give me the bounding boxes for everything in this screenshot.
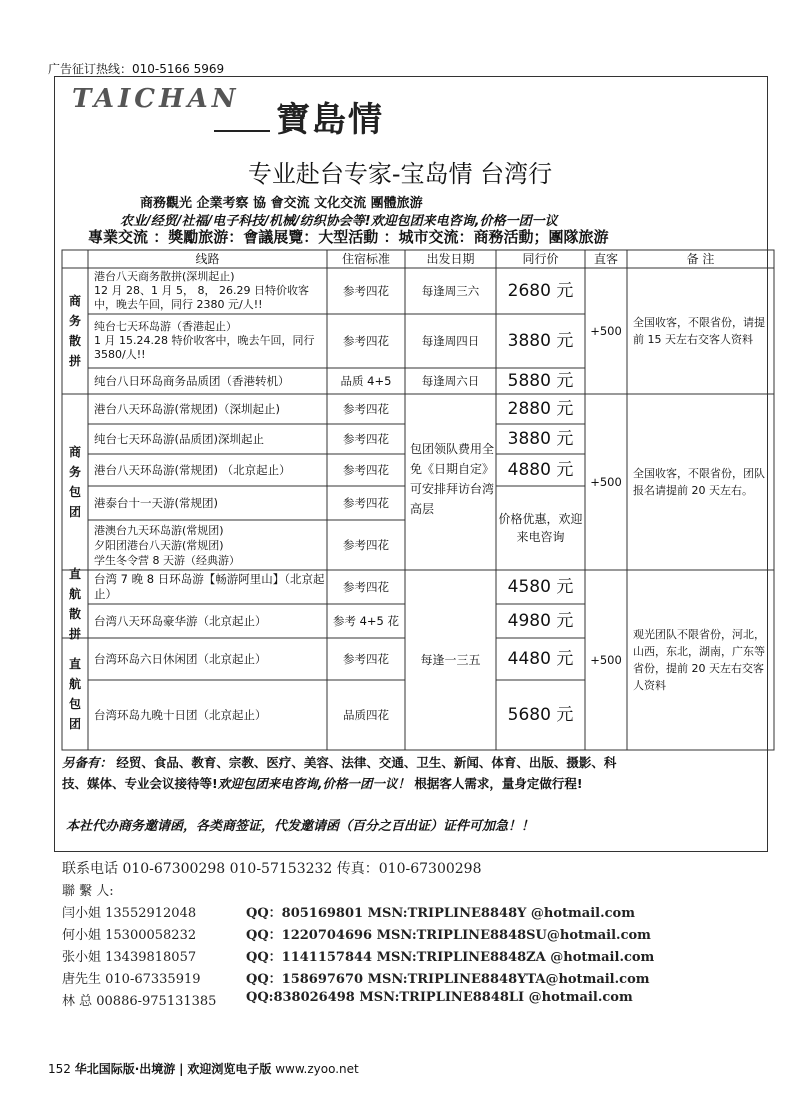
header-date: 出发日期 xyxy=(426,251,475,266)
footer-section: 华北国际版·出境游 xyxy=(74,1062,176,1076)
retail-markup: +500 xyxy=(590,652,622,667)
route-cell: 港台八天环岛游(常规团) （北京起止） xyxy=(94,462,291,477)
route-cell: 纯台七天环岛游（香港起止） 1 月 15.24.28 特价收客中，晚去午回，同行 3580/人!! xyxy=(94,320,315,361)
page-number: 152 xyxy=(48,1062,71,1076)
slogan: 专业赴台专家-宝岛情 台湾行 xyxy=(247,160,553,188)
date-cell: 每逢周六日 xyxy=(421,373,480,388)
extra-services xyxy=(62,752,762,794)
header-hotel: 住宿标准 xyxy=(341,251,390,266)
section-direct-mixed: 直航散拼 xyxy=(68,567,81,641)
phone-fax-line: 联系电话 010-67300298 010-57153232 传真：010-67300298 xyxy=(62,861,482,877)
price-cell: 4580 元 xyxy=(507,576,574,597)
contact-name: 林 总 00886-975131385 xyxy=(62,994,217,1009)
header-retail: 直客 xyxy=(593,251,618,266)
hotel-cell: 参考四花 xyxy=(343,462,389,477)
visa-agency-note: 本社代办商务邀请函，各类商签证，代发邀请函（百分之百出证）证件可加急！！ xyxy=(66,819,535,834)
hotel-cell: 参考四花 xyxy=(343,431,389,446)
hotel-cell: 参考四花 xyxy=(343,283,389,298)
tagline-services: 專業交流 ：獎勵旅游：會議展覽：大型活動 ：城市交流：商務活動；團隊旅游 xyxy=(88,228,609,246)
retail-markup: +500 xyxy=(590,323,622,338)
contact-qq-msn: QQ:838026498 MSN:TRIPLINE8848LI @hotmail.com xyxy=(246,990,633,1005)
contact-qq-msn: QQ：1141157844 MSN:TRIPLINE8848ZA @hotmail.com xyxy=(246,950,655,965)
price-cell: 5680 元 xyxy=(507,704,574,725)
price-cell: 3880 元 xyxy=(507,428,574,449)
extra-services-line2: 技、媒体、专业会议接待等! xyxy=(62,776,218,791)
remark-cell: 全国收客，不限省份，请提前 15 天左右交客人资料 xyxy=(633,316,765,346)
hotel-cell: 品质 4+5 xyxy=(340,373,392,388)
date-cell: 每逢周三六 xyxy=(421,283,480,298)
contact-qq-msn: QQ：158697670 MSN:TRIPLINE8848YTA@hotmail.com xyxy=(246,972,650,987)
hotel-cell: 品质四花 xyxy=(343,707,389,722)
extra-services-consult: 欢迎包团来电咨询,价格一团一议！ xyxy=(217,776,410,791)
header-price: 同行价 xyxy=(522,251,559,266)
route-cell: 台湾 7 晚 8 日环岛游【畅游阿里山】（北京起止） xyxy=(94,572,325,601)
header-remarks: 备 注 xyxy=(686,251,715,266)
hotel-cell: 参考四花 xyxy=(343,333,389,348)
group-price-note: 价格优惠，欢迎来电咨询 xyxy=(498,512,583,544)
tagline-industries: 农业/经贸/社福/电子科技/机械/纺织协会等!欢迎包团来电咨询,价格一团一议 xyxy=(120,214,558,229)
price-cell: 4480 元 xyxy=(507,648,574,669)
route-cell: 纯台八日环岛商务品质团（香港转机） xyxy=(94,373,290,388)
route-cell: 港台八天商务散拼(深圳起止) 12 月 28、1 月 5， 8， 26.29 日特价收客中，晚去午回，同行 2380 元/人!! xyxy=(94,270,309,311)
contact-name: 何小姐 15300058232 xyxy=(62,928,197,943)
route-cell: 纯台七天环岛游(品质团)深圳起止 xyxy=(94,431,264,446)
tagline-business: 商務觀光 企業考察 協 會交流 文化交流 團體旅游 xyxy=(140,196,423,211)
direct-date-note: 每逢一三五 xyxy=(420,652,481,667)
brand-name: 寶島情 xyxy=(276,100,384,140)
price-cell: 3880 元 xyxy=(507,330,574,351)
group-date-note: 包团领队费用全免《日期自定》可安排拜访台湾高层 xyxy=(410,442,495,516)
contact-name: 唐先生 010-67335919 xyxy=(62,972,201,987)
retail-markup: +500 xyxy=(590,474,622,489)
remark-cell: 全国收客，不限省份，团队报名请提前 20 天左右。 xyxy=(633,467,765,497)
extra-services-line1: 经贸、食品、教育、宗教、医疗、美容、法律、交通、卫生、新闻、体育、出版、摄影、科 xyxy=(116,755,617,770)
price-cell: 5880 元 xyxy=(507,370,574,391)
route-cell: 港泰台十一天游(常规团) xyxy=(94,495,218,510)
hotel-cell: 参考四花 xyxy=(343,579,389,594)
section-business-group: 商务包团 xyxy=(68,445,81,519)
hotel-cell: 参考四花 xyxy=(343,537,389,552)
hotel-cell: 参考四花 xyxy=(343,495,389,510)
route-cell: 港澳台九天环岛游(常规团) 夕阳团港台八天游(常规团) 学生冬令营 8 天游（经典游） xyxy=(94,523,240,567)
extra-services-custom: 根据客人需求，量身定做行程! xyxy=(414,776,583,791)
route-cell: 台湾环岛六日休闲团（北京起止） xyxy=(94,651,267,666)
remark-cell: 观光团队不限省份，河北，山西，东北，湖南，广东等省份，提前 20 天左右交客人资料 xyxy=(633,628,765,692)
hotel-cell: 参考四花 xyxy=(343,401,389,416)
contacts-label: 聯 繫 人: xyxy=(62,884,114,899)
header-route: 线路 xyxy=(195,251,220,266)
hotel-cell: 参考四花 xyxy=(343,651,389,666)
contact-name: 闫小姐 13552912048 xyxy=(62,906,197,921)
contact-name: 张小姐 13439818057 xyxy=(62,950,197,965)
footer-url[interactable]: www.zyoo.net xyxy=(275,1062,359,1076)
section-direct-group: 直航包团 xyxy=(68,657,81,731)
price-cell: 2880 元 xyxy=(507,398,574,419)
section-business-mixed: 商务散拼 xyxy=(68,294,81,368)
contact-qq-msn: QQ：1220704696 MSN:TRIPLINE8848SU@hotmail.com xyxy=(246,928,651,943)
company-logo: TAICHAN xyxy=(72,84,240,114)
price-cell: 4980 元 xyxy=(507,610,574,631)
route-cell: 台湾环岛九晚十日团（北京起止） xyxy=(94,707,267,722)
footer-separator: | xyxy=(179,1062,184,1076)
hotel-cell: 参考 4+5 花 xyxy=(332,613,400,628)
extra-label: 另备有： xyxy=(62,755,113,770)
ad-hotline: 广告征订热线：010-5166 5969 xyxy=(48,62,225,76)
contact-qq-msn: QQ：805169801 MSN:TRIPLINE8848Y @hotmail.com xyxy=(246,906,635,921)
route-cell: 港台八天环岛游(常规团)（深圳起止) xyxy=(94,401,280,416)
route-cell: 台湾八天环岛豪华游（北京起止） xyxy=(94,613,267,628)
price-cell: 4880 元 xyxy=(507,459,574,480)
date-cell: 每逢周四日 xyxy=(421,333,480,348)
price-cell: 2680 元 xyxy=(507,280,574,301)
footer-ebook: 欢迎浏览电子版 xyxy=(187,1062,272,1076)
page-footer xyxy=(48,1060,359,1077)
